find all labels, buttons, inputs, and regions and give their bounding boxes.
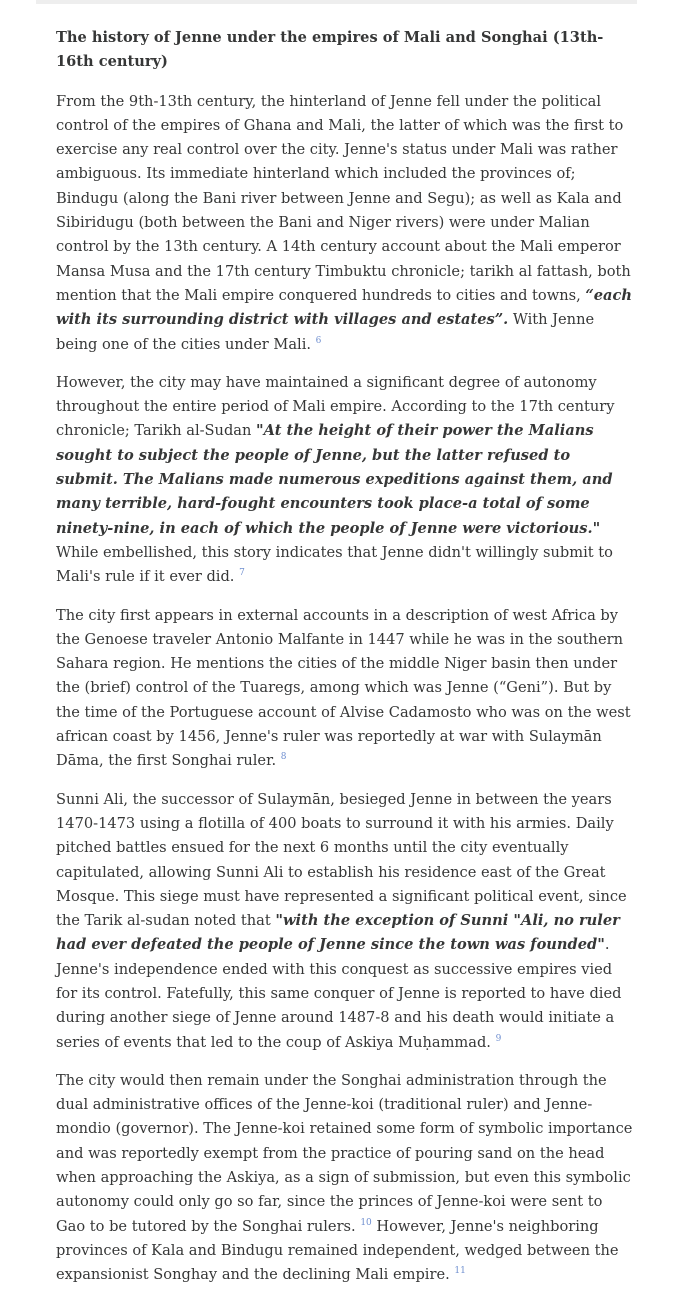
paragraph-text: From the 9th-13th century, the hinterland of Jenne fell under the political control of the empires of Ghana and Mali, the latter of which was the first to exercise any real control over the city. Jenne's status under Mali was rather ambiguous. Its immediate hinterland which included the provinces of; Bindugu (along the Bani river between Jenne and Segu); as well as Kala and Sibiridugu (both between the Bani and Niger rivers) were under Malian control by the 13th century. A 14th century account about the Mali emperor Mansa Musa and the 17th century Timbuktu chronicle; tarikh al fattash, both mention that the Mali empire conquered hundreds to cities and towns,: [56, 92, 631, 304]
footnote-ref[interactable]: 11: [454, 1266, 466, 1277]
footnote-ref[interactable]: 9: [495, 1033, 502, 1044]
paragraph: [56, 90, 636, 357]
paragraph-text: . Jenne's independence ended with this conquest as successive empires vied for its control. Fatefully, this same conquer of Jenne is reported to have died during another siege of Jenne around 1487-8 and his death would initiate a series of events that led to the coup of Askiya Muḥammad.: [56, 936, 622, 1051]
paragraph-text: However, the city may have maintained a significant degree of autonomy throughout the entire period of Mali empire. According to the 17th century chronicle; Tarikh al-Sudan: [56, 373, 615, 440]
footnote-ref[interactable]: 6: [315, 335, 322, 346]
section-heading: The history of Jenne under the empires of Mali and Songhai (13th-16th century): [56, 29, 604, 71]
paragraph-text: The city would then remain under the Songhai administration through the dual administrative offices of the Jenne-koi (traditional ruler) and Jenne-mondio (governor). The Jenne-koi retained some form of symbolic importance and was reportedly exempt from the practice of pouring sand on the head when approaching the Askiya, as a sign of submission, but even this symbolic autonomy could only go so far, since the princes of Jenne-koi were sent to Gao to be tutored by the Songhai rulers.: [56, 1071, 633, 1235]
paragraph-container: [56, 90, 636, 1288]
quote-text: "with the exception of Sunni "Ali, no ruler had ever defeated the people of Jenne since the town was founded": [56, 912, 620, 954]
footnote-ref[interactable]: 10: [360, 1217, 372, 1228]
top-divider: [36, 0, 637, 4]
footnote-ref[interactable]: 8: [280, 752, 287, 763]
footnote-ref[interactable]: 7: [239, 568, 245, 579]
paragraph-text: With Jenne being one of the cities under Mali.: [56, 311, 595, 353]
paragraph-text: While embellished, this story indicates that Jenne didn't willingly submit to Mali's rule if it ever did.: [56, 543, 613, 586]
paragraph-text: However, Jenne's neighboring provinces of Kala and Bindugu remained independent, wedged between the expansionist Songhay and the declining Mali empire.: [56, 1217, 619, 1284]
article-body: [56, 26, 636, 1302]
quote-text: “each with its surrounding district with villages and estates”.: [56, 286, 632, 329]
paragraph: [56, 788, 636, 1055]
paragraph: [56, 1069, 636, 1288]
quote-text: "At the height of their power the Malians sought to subject the people of Jenne, but the latter refused to submit. The Malians made numerous expeditions against them, and many terrible, hard-fought encounters took place-a total of some ninety-nine, in each of which the people of Jenne were victorious.": [56, 422, 613, 537]
paragraph-text: Sunni Ali, the successor of Sulaymān, besieged Jenne in between the years 1470-1473 using a flotilla of 400 boats to surround it with his armies. Daily pitched battles ensued for the next 6 months until the city eventually capitulated, allowing Sunni Ali to establish his residence east of the Great Mosque. This siege must have represented a significant political event, since the Tarik al-sudan noted that: [56, 790, 627, 930]
paragraph: [56, 604, 636, 774]
paragraph-text: The city first appears in external accounts in a description of west Africa by the Genoese traveler Antonio Malfante in 1447 while he was in the southern Sahara region. He mentions the cities of the middle Niger basin then under the (brief) control of the Tuaregs, among which was Jenne (“Geni”). But by the time of the Portuguese account of Alvise Cadamosto who was on the west african coast by 1456, Jenne's ruler was reportedly at war with Sulaymān Dāma, the first Songhai ruler.: [56, 606, 631, 770]
paragraph: [56, 371, 636, 590]
